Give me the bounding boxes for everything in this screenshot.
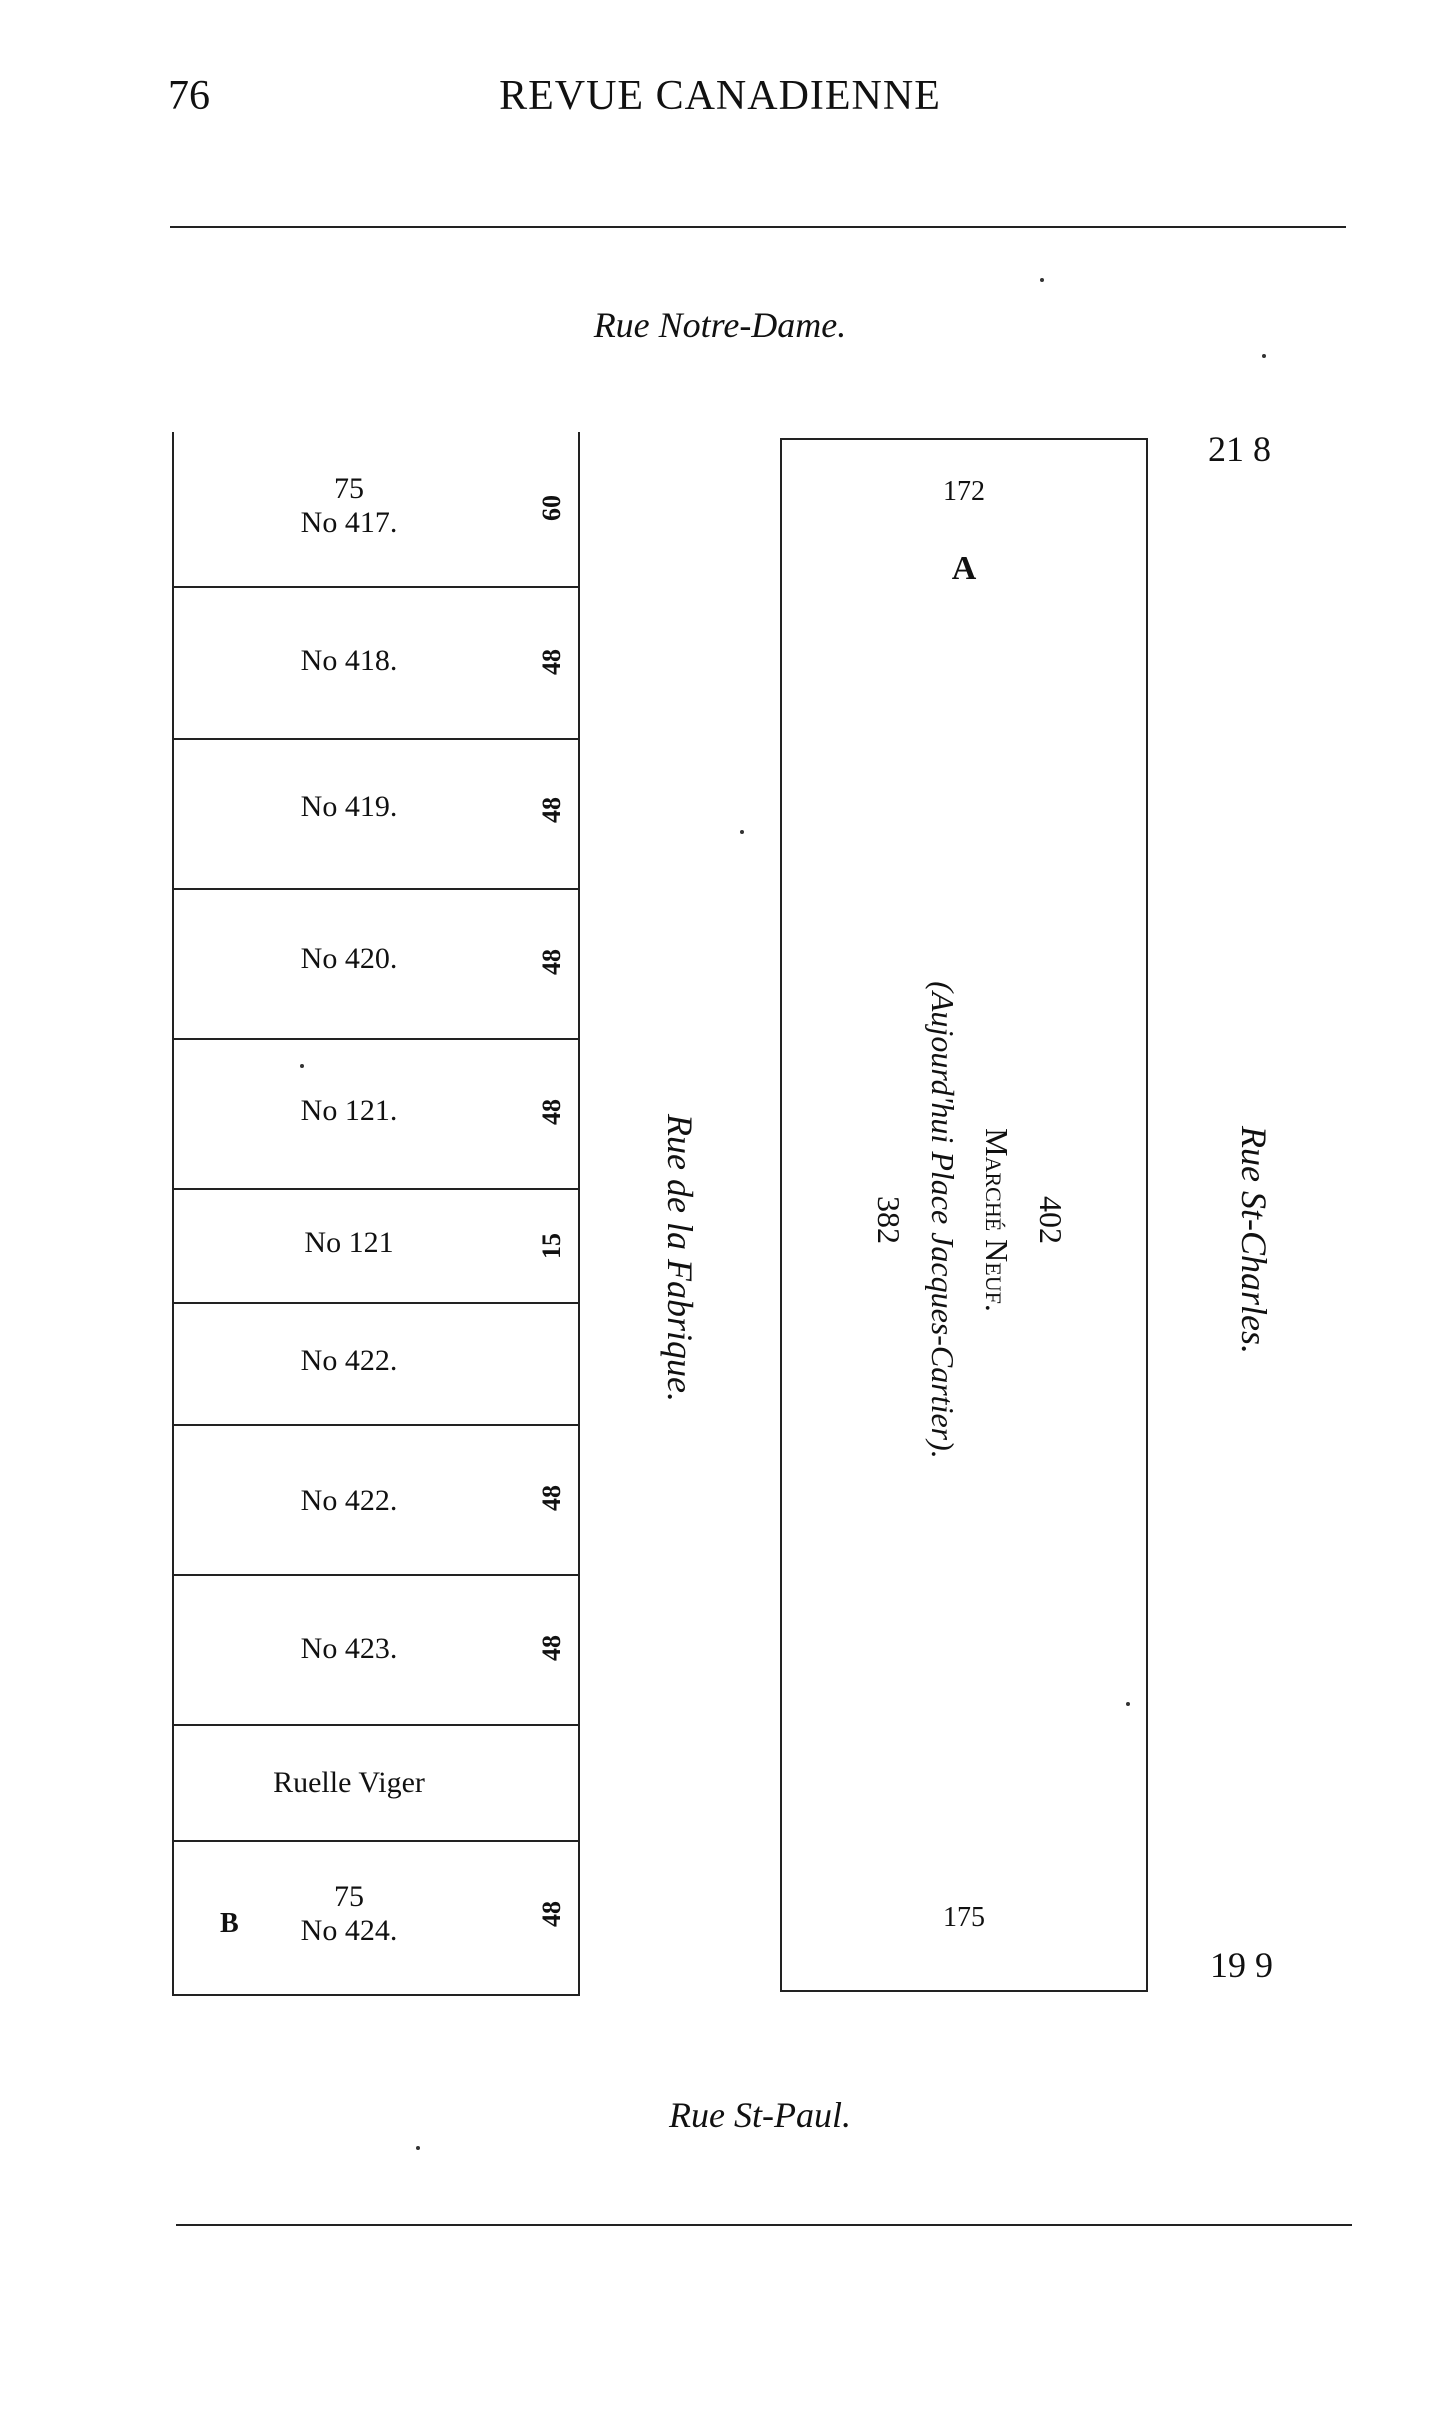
lot-number: No 121. [300,1094,398,1127]
lot-row [174,1726,578,1842]
market-subtitle: (Aujourd'hui Place Jacques-Cartier). [925,981,961,1459]
lot-top-number: 75 [334,1880,364,1913]
lot-row [174,432,578,588]
lot-row [174,1576,578,1726]
market-name: Marché Neuf. [979,1128,1015,1312]
street-bottom: Rue St-Paul. [669,2095,851,2135]
lot-number: No 422. [300,1484,398,1517]
lot-row [174,588,578,740]
lot-row [174,890,578,1040]
lot-dimension: 15 [537,1233,566,1259]
lot-number: No 419. [300,790,398,823]
market-label [862,780,1078,1660]
lane-label: Ruelle Viger [273,1766,425,1799]
market-top-value: 172 [943,476,985,507]
lot-letter: B [220,1908,239,1939]
print-speck [1262,354,1266,358]
lot-dimension: 48 [537,1635,566,1661]
lot-row [174,740,578,890]
lot-dimension: 48 [537,1099,566,1125]
print-speck [740,830,744,834]
street-middle: Rue de la Fabrique. [660,1114,700,1402]
lot-number: No 417. [300,506,398,539]
lot-label [174,472,524,540]
street-right: Rue St-Charles. [1234,1126,1274,1354]
lot-number: No 420. [300,942,398,975]
lot-label [174,1880,524,1948]
lot-dimension: 48 [537,649,566,675]
print-speck [300,1064,304,1068]
lot-row [174,1190,578,1304]
top-rule [170,226,1346,228]
street-top: Rue Notre-Dame. [593,305,847,345]
lot-number: No 424. [300,1914,398,1947]
running-head: REVUE CANADIENNE [499,73,941,119]
page-number: 76 [168,73,210,119]
print-speck [1040,278,1044,282]
corner-number-top-right: 21 8 [1208,429,1271,469]
lot-number: No 422. [300,1344,398,1377]
lot-row [174,1304,578,1426]
market-block [780,438,1148,1992]
lot-row [174,1426,578,1576]
print-speck [1126,1702,1130,1706]
lot-top-number: 75 [334,472,364,505]
print-speck [416,2146,420,2150]
corner-number-bottom-right: 19 9 [1210,1945,1273,1985]
lot-dimension: 48 [537,1485,566,1511]
lot-row [174,1040,578,1190]
market-bottom-value: 175 [943,1902,985,1933]
lot-dimension: 48 [537,1901,566,1927]
bottom-rule [176,2224,1352,2226]
lot-number: No 418. [300,644,398,677]
market-value-402: 402 [1033,1196,1069,1244]
lot-dimension: 60 [537,495,566,521]
market-value-382: 382 [871,1196,907,1244]
lot-dimension: 48 [537,949,566,975]
market-letter: A [951,550,977,587]
lot-row [174,1842,578,1996]
lots-plan [172,432,580,1996]
lot-dimension: 48 [537,797,566,823]
lot-number: No 121 [304,1226,394,1259]
lot-number: No 423. [300,1632,398,1665]
